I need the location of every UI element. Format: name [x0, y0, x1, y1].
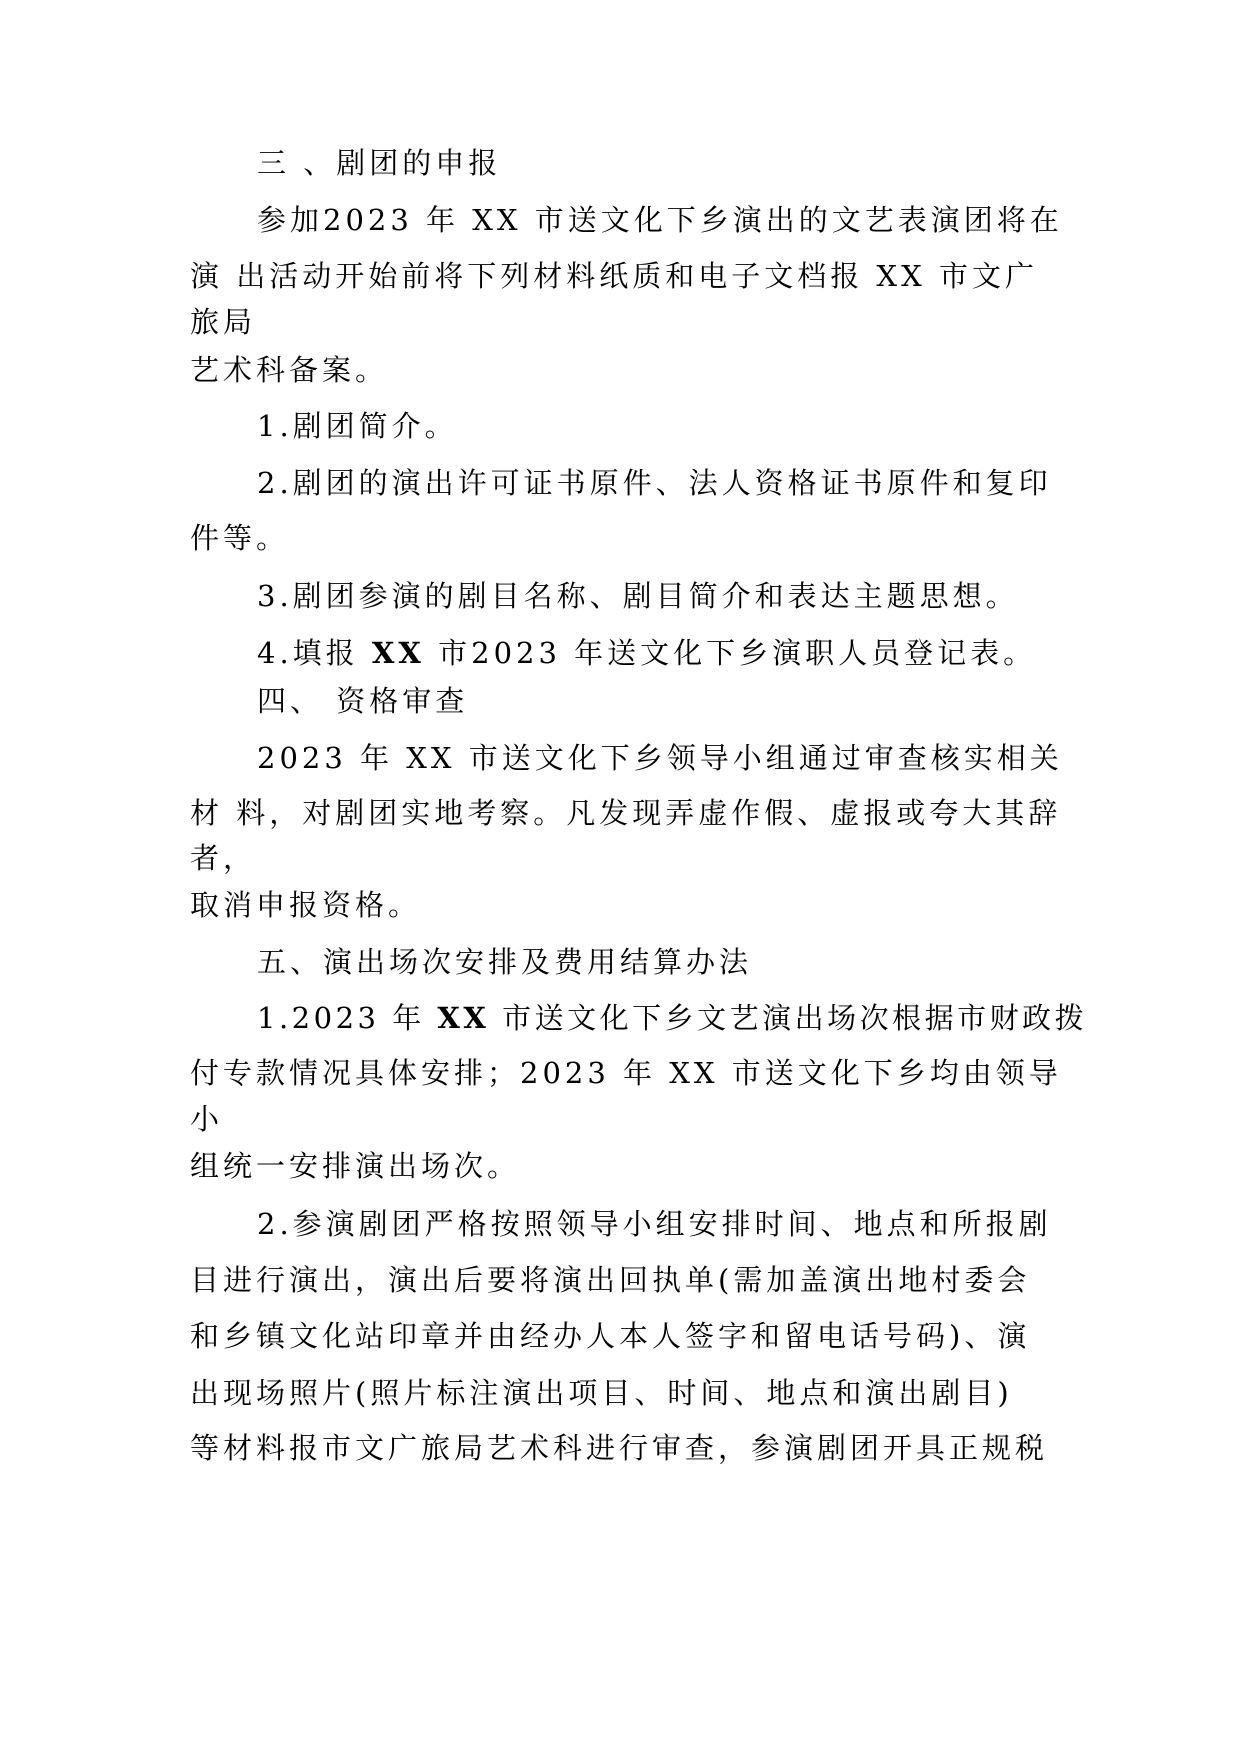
- body-text-line: 付专款情况具体安排；2023 年 XX 市送文化下乡均由领导: [190, 1056, 1062, 1090]
- body-text-line: 演 出活动开始前将下列材料纸质和电子文档报 XX 市文广: [190, 259, 1038, 293]
- body-text-line: 出现场照片(照片标注演出项目、时间、地点和演出剧目): [190, 1376, 1013, 1410]
- body-text-line: 参加2023 年 XX 市送文化下乡演出的文艺表演团将在: [257, 203, 1063, 237]
- list-item-text: 市2023 年送文化下乡演职人员登记表。: [438, 636, 1037, 670]
- body-text-line: 者，: [190, 841, 257, 875]
- body-text-line: 小: [190, 1102, 224, 1136]
- list-item: 1.剧团简介。: [257, 409, 458, 443]
- list-item: 2.参演剧团严格按照领导小组安排时间、地点和所报剧: [257, 1207, 1052, 1241]
- body-text-line: 等材料报市文广旅局艺术科进行审查，参演剧团开具正规税: [190, 1431, 1049, 1465]
- body-text-line: 艺术科备案。: [190, 353, 389, 387]
- list-item: [257, 635, 1036, 671]
- body-text-line: 2023 年 XX 市送文化下乡领导小组通过审查核实相关: [257, 741, 1063, 775]
- list-item-text: 1.2023 年: [257, 1001, 425, 1035]
- list-item: 3.剧团参演的剧目名称、剧目简介和表达主题思想。: [257, 579, 1019, 613]
- emphasis-text: XX: [371, 636, 425, 670]
- body-text-line: 组统一安排演出场次。: [190, 1149, 521, 1183]
- body-text-line: 目进行演出，演出后要将演出回执单(需加盖演出地村委会: [190, 1263, 1031, 1297]
- section-heading-4: 四、 资格审查: [257, 684, 469, 718]
- body-text-line: 和乡镇文化站印章并由经办人本人签字和留电话号码)、演: [190, 1319, 1031, 1353]
- section-heading-5: 五、演出场次安排及费用结算办法: [257, 945, 753, 979]
- body-text-line: 材 料，对剧团实地考察。凡发现弄虚作假、虚报或夸大其辞: [190, 796, 1062, 830]
- emphasis-text: XX: [437, 1001, 490, 1035]
- body-text-line: 旅局: [190, 305, 257, 339]
- list-item: 2.剧团的演出许可证书原件、法人资格证书原件和复印: [257, 466, 1052, 500]
- body-text-line: 件等。: [190, 521, 290, 555]
- list-item-text: 市送文化下乡文艺演出场次根据市财政拨: [502, 1001, 1088, 1035]
- list-item-text: 4.填报: [257, 636, 359, 670]
- body-text-line: 取消申报资格。: [190, 888, 422, 922]
- section-heading-3: 三 、剧团的申报: [257, 146, 502, 180]
- list-item: [257, 1000, 1087, 1036]
